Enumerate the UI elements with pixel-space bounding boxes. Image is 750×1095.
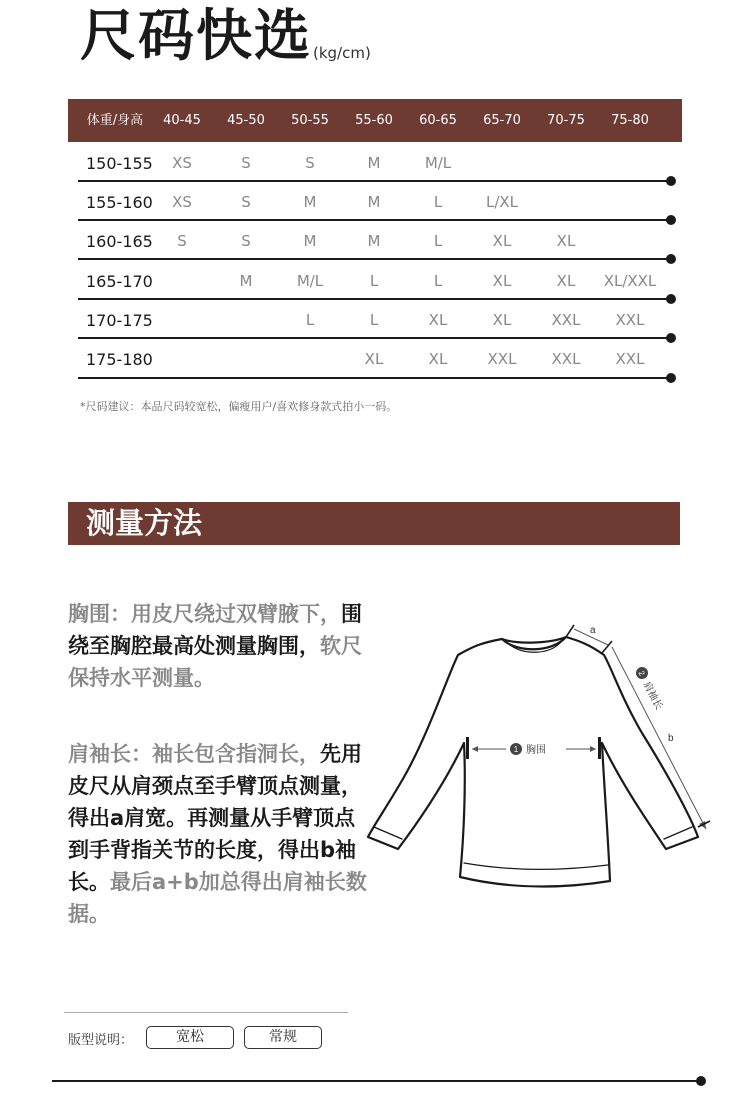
size-cell: L — [305, 311, 315, 329]
size-cell: S — [241, 193, 251, 211]
size-cell: L — [433, 272, 443, 290]
size-note: *尺码建议：本品尺码较宽松，偏瘦用户/喜欢修身款式拍小一码。 — [80, 400, 398, 413]
size-table-header — [68, 99, 682, 142]
size-cell: XXL — [615, 350, 645, 368]
size-cell: XS — [172, 193, 192, 211]
chest-tail: 软尺保持水平测量。 — [68, 634, 362, 690]
sleeve-arrow — [612, 647, 706, 829]
height-cell: 170-175 — [86, 311, 153, 330]
chest-arrowhead-left — [472, 746, 478, 752]
segment-a-label: a — [590, 625, 596, 636]
size-cell: L — [369, 272, 379, 290]
size-cell: XL — [492, 311, 512, 329]
fit-label: 版型说明： — [68, 1033, 134, 1048]
measure-heading: 测量方法 — [86, 506, 203, 540]
right-cuff — [664, 827, 692, 839]
size-cell: M — [367, 232, 381, 250]
weight-header: 65-70 — [483, 113, 521, 128]
sleeve-instructions — [68, 738, 368, 930]
table-row — [78, 262, 672, 301]
size-cell: S — [305, 154, 315, 172]
size-cell: L — [369, 311, 379, 329]
chest-marker-left — [466, 737, 469, 759]
row-divider — [78, 219, 670, 221]
size-cell: M — [367, 154, 381, 172]
row-divider — [78, 180, 670, 182]
row-divider — [78, 258, 670, 260]
size-cell: M/L — [424, 154, 452, 172]
left-cuff — [374, 827, 402, 839]
size-cell: XL — [556, 232, 576, 250]
shoulder-tick-start — [566, 625, 574, 637]
height-cell: 165-170 — [86, 272, 153, 291]
size-cell: XXL — [487, 350, 517, 368]
unit-label: (kg/cm) — [313, 44, 371, 62]
chest-bold: 围绕至胸腔最高处测量胸围， — [68, 602, 362, 658]
weight-header: 50-55 — [291, 113, 329, 128]
bottom-divider — [52, 1080, 700, 1082]
table-row — [78, 301, 672, 340]
row-divider — [78, 298, 670, 300]
segment-b-label: b — [668, 733, 674, 744]
measure-banner — [68, 502, 680, 545]
size-cell: XXL — [615, 311, 645, 329]
height-cell: 150-155 — [86, 154, 153, 173]
page-title: 尺码快选 — [80, 4, 312, 69]
chest-label: 胸围：用皮尺绕过双臂腋下， — [68, 602, 341, 626]
weight-header: 55-60 — [355, 113, 393, 128]
chest-instructions — [68, 598, 368, 694]
sleeve-label-text: 肩袖长 — [640, 679, 665, 712]
table-row — [78, 222, 672, 261]
chest-label-text: 胸围 — [526, 745, 546, 756]
garment-diagram — [360, 615, 730, 900]
height-cell: 160-165 — [86, 232, 153, 251]
hem-line — [464, 863, 608, 869]
sleeve-bold: 先用皮尺从肩颈点至手臂顶点测量，得出a肩宽。再测量从手臂顶点到手背指关节的长度，得出b袖长。 — [68, 742, 362, 894]
shirt-outline — [368, 637, 698, 887]
corner-header: 体重/身高 — [86, 113, 144, 128]
size-cell: XL — [428, 350, 448, 368]
row-divider — [78, 337, 670, 339]
size-cell: XXL — [551, 350, 581, 368]
size-cell: L — [433, 193, 443, 211]
size-cell: M — [239, 272, 253, 290]
sleeve-label: 肩袖长：袖长包含指洞长， — [68, 742, 320, 766]
size-cell: S — [177, 232, 187, 250]
collar-outline — [502, 637, 566, 649]
chest-arrowhead-right — [590, 746, 596, 752]
size-cell: M — [303, 193, 317, 211]
size-cell: M — [367, 193, 381, 211]
sleeve-tail: 最后a+b加总得出肩袖长数据。 — [68, 870, 367, 926]
bottom-dot — [696, 1076, 706, 1086]
table-row — [78, 340, 672, 379]
weight-header: 40-45 — [163, 113, 201, 128]
row-divider — [78, 377, 670, 379]
height-cell: 155-160 — [86, 193, 153, 212]
height-cell: 175-180 — [86, 350, 153, 369]
weight-header: 75-80 — [611, 113, 649, 128]
size-cell: M/L — [296, 272, 324, 290]
size-cell: M — [303, 232, 317, 250]
divider — [64, 1012, 348, 1013]
weight-header: 70-75 — [547, 113, 585, 128]
size-cell: XL — [492, 272, 512, 290]
table-row — [78, 144, 672, 183]
size-cell: L/XL — [485, 193, 519, 211]
size-cell: XL — [428, 311, 448, 329]
row-dot — [666, 373, 676, 383]
fit-option-regular[interactable]: 常规 — [244, 1026, 322, 1049]
size-cell: XL — [364, 350, 384, 368]
sleeve-number: 2 — [636, 669, 647, 678]
size-cell: XS — [172, 154, 192, 172]
size-cell: XL — [492, 232, 512, 250]
chest-number: 1 — [513, 745, 519, 754]
table-row — [78, 183, 672, 222]
size-cell: XL — [556, 272, 576, 290]
size-cell: XL/XXL — [603, 272, 657, 290]
chest-marker-right — [598, 737, 601, 759]
fit-option-loose[interactable]: 宽松 — [146, 1026, 234, 1049]
size-cell: S — [241, 232, 251, 250]
weight-header: 45-50 — [227, 113, 265, 128]
weight-header: 60-65 — [419, 113, 457, 128]
size-cell: XXL — [551, 311, 581, 329]
size-cell: S — [241, 154, 251, 172]
size-cell: L — [433, 232, 443, 250]
